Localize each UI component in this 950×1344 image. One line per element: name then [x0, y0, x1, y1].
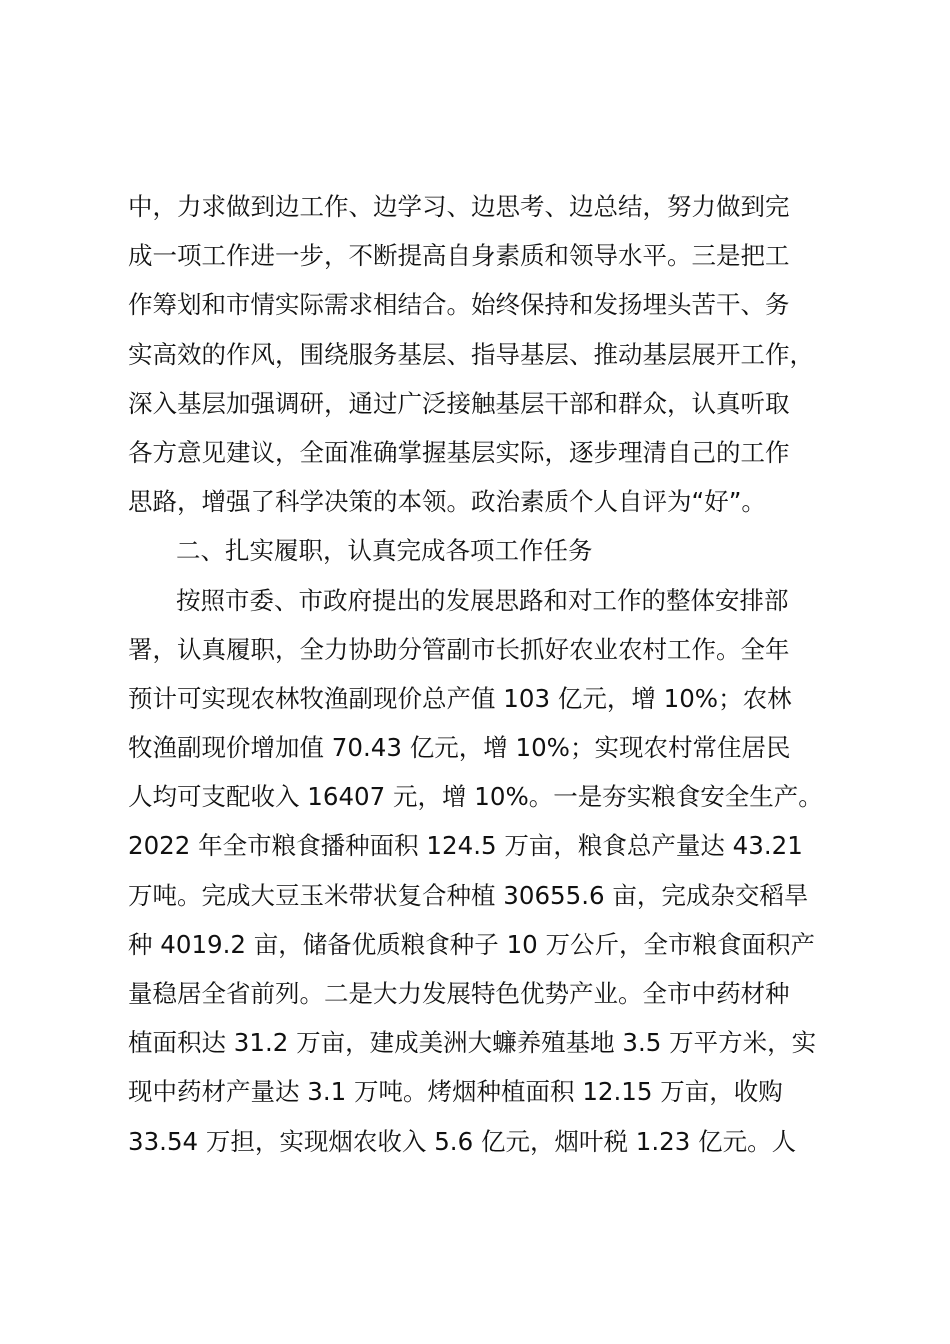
text-line: 思路，增强了科学决策的本领。政治素质个人自评为“好”。 — [128, 487, 766, 517]
text-line: 实高效的作风，围绕服务基层、指导基层、推动基层展开工作， — [128, 339, 814, 369]
text-line: 万吨。完成大豆玉米带状复合种植 30655.6 亩，完成杂交稻旱 — [128, 880, 809, 910]
text-line: 中，力求做到边工作、边学习、边思考、边总结，努力做到完 — [128, 192, 790, 221]
text-line: 种 4019.2 亩，储备优质粮食种子 10 万公斤，全市粮食面积产 — [128, 929, 816, 959]
text-line: 量稳居全省前列。二是大力发展特色优势产业。全市中药材种 — [128, 979, 790, 1008]
text-line: 深入基层加强调研，通过广泛接触基层干部和群众，认真听取 — [128, 388, 790, 418]
text-line: 署，认真履职，全力协助分管副市长抓好农业农村工作。全年 — [128, 634, 790, 664]
text-line: 植面积达 31.2 万亩，建成美洲大蠊养殖基地 3.5 万平方米，实 — [128, 1028, 817, 1058]
text-line: 作筹划和市情实际需求相结合。始终保持和发扬埋头苦干、务 — [128, 290, 790, 320]
text-line: 人均可支配收入 16407 元，增 10%。一是夯实粮食安全生产。 — [128, 782, 823, 812]
text-line: 预计可实现农林牧渔副现价总产值 103 亿元，增 10%；农林 — [128, 683, 792, 713]
text-line: 成一项工作进一步，不断提高自身素质和领导水平。三是把工 — [128, 241, 790, 271]
section-heading: 二、扎实履职，认真完成各项工作任务 — [176, 536, 593, 566]
text-line: 按照市委、市政府提出的发展思路和对工作的整体安排部 — [176, 585, 789, 615]
text-line: 牧渔副现价增加值 70.43 亿元，增 10%；实现农村常住居民 — [128, 733, 791, 763]
text-line: 现中药材产量达 3.1 万吨。烤烟种植面积 12.15 万亩，收购 — [128, 1077, 783, 1107]
text-line: 各方意见建议，全面准确掌握基层实际，逐步理清自己的工作 — [128, 437, 790, 467]
text-line: 33.54 万担，实现烟农收入 5.6 亿元，烟叶税 1.23 亿元。人 — [128, 1126, 797, 1156]
text-line: 2022 年全市粮食播种面积 124.5 万亩，粮食总产量达 43.21 — [128, 831, 803, 861]
body-text — [128, 182, 838, 1166]
